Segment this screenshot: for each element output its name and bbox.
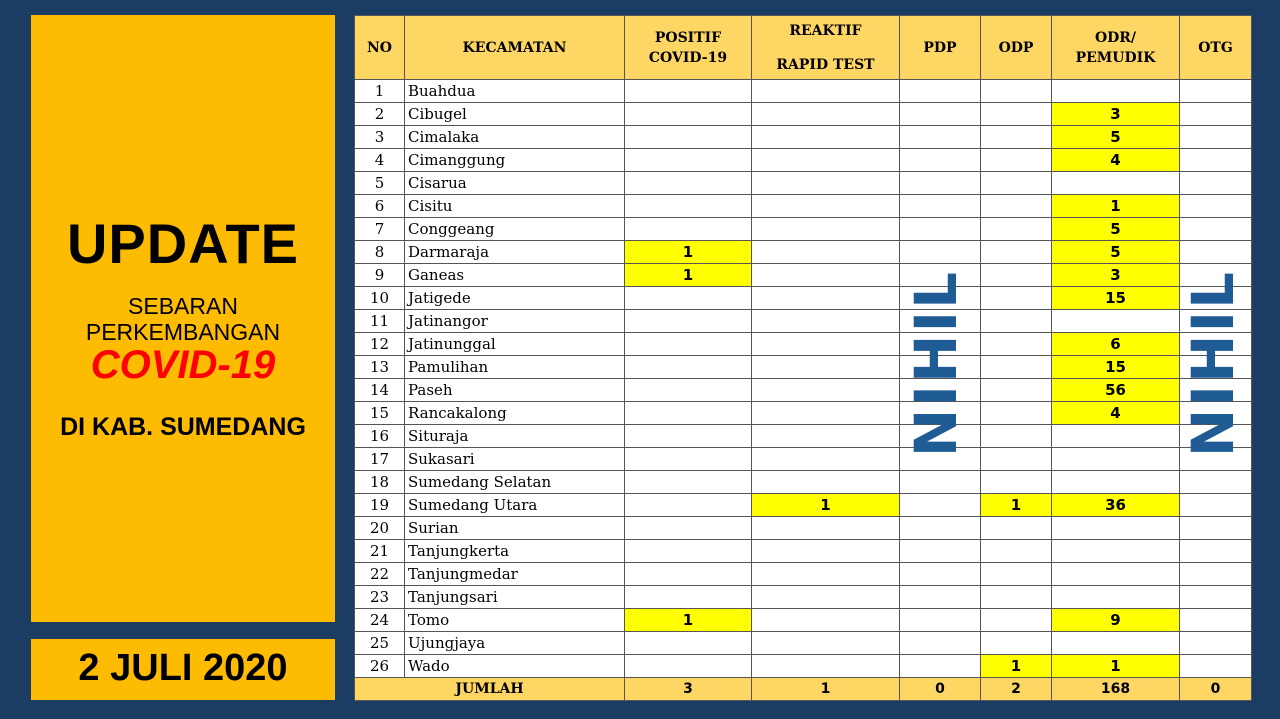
total-label: JUMLAH <box>355 678 625 701</box>
table-row <box>355 586 1252 609</box>
reaktif-cell: 1 <box>752 494 900 517</box>
row-number: 13 <box>355 356 405 379</box>
odp-cell <box>981 379 1052 402</box>
positif-cell <box>625 471 752 494</box>
row-number: 2 <box>355 103 405 126</box>
odp-cell: 1 <box>981 494 1052 517</box>
table-row <box>355 517 1252 540</box>
reaktif-cell <box>752 517 900 540</box>
table-row <box>355 195 1252 218</box>
kecamatan-name: Tomo <box>405 609 625 632</box>
odr-cell: 1 <box>1052 195 1180 218</box>
region-label: DI KAB. SUMEDANG <box>60 413 306 441</box>
pdp-cell <box>900 195 981 218</box>
row-number: 19 <box>355 494 405 517</box>
odr-cell: 1 <box>1052 655 1180 678</box>
odp-cell <box>981 80 1052 103</box>
odp-cell <box>981 195 1052 218</box>
otg-cell <box>1180 80 1252 103</box>
kecamatan-name: Cisarua <box>405 172 625 195</box>
positif-cell <box>625 632 752 655</box>
odp-cell <box>981 310 1052 333</box>
table-row <box>355 218 1252 241</box>
covid-data-table <box>354 15 1251 699</box>
table-row <box>355 103 1252 126</box>
total-positif: 3 <box>625 678 752 701</box>
odp-cell <box>981 264 1052 287</box>
positif-cell <box>625 287 752 310</box>
row-number: 10 <box>355 287 405 310</box>
odp-cell <box>981 333 1052 356</box>
positif-cell <box>625 149 752 172</box>
otg-cell <box>1180 195 1252 218</box>
positif-cell <box>625 310 752 333</box>
header-positif-line-1: POSITIF <box>654 29 722 46</box>
odr-cell <box>1052 586 1180 609</box>
odr-cell: 56 <box>1052 379 1180 402</box>
positif-cell: 1 <box>625 609 752 632</box>
odp-cell: 1 <box>981 655 1052 678</box>
otg-cell <box>1180 563 1252 586</box>
reaktif-cell <box>752 356 900 379</box>
odp-cell <box>981 126 1052 149</box>
table-row <box>355 471 1252 494</box>
kecamatan-name: Ujungjaya <box>405 632 625 655</box>
otg-cell <box>1180 218 1252 241</box>
pdp-cell <box>900 563 981 586</box>
row-number: 25 <box>355 632 405 655</box>
table-row <box>355 172 1252 195</box>
positif-cell <box>625 540 752 563</box>
odp-cell <box>981 632 1052 655</box>
header-pdp: PDP <box>900 16 981 80</box>
pdp-cell <box>900 540 981 563</box>
header-odr <box>1052 16 1180 80</box>
row-number: 1 <box>355 80 405 103</box>
row-number: 3 <box>355 126 405 149</box>
odr-cell: 36 <box>1052 494 1180 517</box>
update-date: 2 JULI 2020 <box>78 647 288 689</box>
otg-cell <box>1180 494 1252 517</box>
table-row <box>355 609 1252 632</box>
total-row <box>355 678 1252 701</box>
header-positif <box>625 16 752 80</box>
reaktif-cell <box>752 333 900 356</box>
table-row <box>355 287 1252 310</box>
positif-cell <box>625 655 752 678</box>
table-header-row <box>355 16 1252 80</box>
table-row <box>355 241 1252 264</box>
subtitle-line-2: PERKEMBANGAN <box>85 319 281 345</box>
otg-cell <box>1180 149 1252 172</box>
positif-cell <box>625 126 752 149</box>
kecamatan-name: Rancakalong <box>405 402 625 425</box>
reaktif-cell <box>752 402 900 425</box>
table-row <box>355 310 1252 333</box>
reaktif-cell <box>752 632 900 655</box>
table-row <box>355 402 1252 425</box>
positif-cell <box>625 494 752 517</box>
odr-cell <box>1052 448 1180 471</box>
header-odp: ODP <box>981 16 1052 80</box>
kecamatan-name: Pamulihan <box>405 356 625 379</box>
reaktif-cell <box>752 425 900 448</box>
odr-cell <box>1052 563 1180 586</box>
reaktif-cell <box>752 448 900 471</box>
kecamatan-name: Ganeas <box>405 264 625 287</box>
reaktif-cell <box>752 264 900 287</box>
odr-cell: 5 <box>1052 218 1180 241</box>
table-row <box>355 356 1252 379</box>
row-number: 7 <box>355 218 405 241</box>
kecamatan-name: Tanjungsari <box>405 586 625 609</box>
pdp-cell <box>900 126 981 149</box>
covid-title: COVID-19 <box>90 343 276 387</box>
header-odr-line-1: ODR/ <box>1094 29 1137 46</box>
positif-cell <box>625 80 752 103</box>
header-otg: OTG <box>1180 16 1252 80</box>
otg-cell <box>1180 586 1252 609</box>
reaktif-cell <box>752 241 900 264</box>
odr-cell <box>1052 471 1180 494</box>
kecamatan-name: Wado <box>405 655 625 678</box>
title-panel <box>31 15 335 622</box>
pdp-cell <box>900 103 981 126</box>
odr-cell <box>1052 517 1180 540</box>
table-row <box>355 264 1252 287</box>
row-number: 24 <box>355 609 405 632</box>
odr-cell: 4 <box>1052 402 1180 425</box>
odp-cell <box>981 218 1052 241</box>
kecamatan-name: Cisitu <box>405 195 625 218</box>
odp-cell <box>981 172 1052 195</box>
odp-cell <box>981 540 1052 563</box>
table-row <box>355 563 1252 586</box>
positif-cell <box>625 379 752 402</box>
odp-cell <box>981 586 1052 609</box>
header-no: NO <box>355 16 405 80</box>
odp-cell <box>981 609 1052 632</box>
positif-cell <box>625 448 752 471</box>
kecamatan-name: Sukasari <box>405 448 625 471</box>
table-row <box>355 655 1252 678</box>
row-number: 12 <box>355 333 405 356</box>
positif-cell <box>625 425 752 448</box>
row-number: 21 <box>355 540 405 563</box>
otg-cell <box>1180 609 1252 632</box>
otg-cell <box>1180 632 1252 655</box>
pdp-cell <box>900 218 981 241</box>
row-number: 4 <box>355 149 405 172</box>
odp-cell <box>981 448 1052 471</box>
row-number: 11 <box>355 310 405 333</box>
otg-nihil-label: NIHIL <box>1179 270 1247 458</box>
table-row <box>355 333 1252 356</box>
positif-cell <box>625 563 752 586</box>
positif-cell <box>625 586 752 609</box>
row-number: 15 <box>355 402 405 425</box>
odr-cell <box>1052 172 1180 195</box>
pdp-cell <box>900 80 981 103</box>
pdp-cell <box>900 241 981 264</box>
odp-cell <box>981 103 1052 126</box>
odr-cell: 3 <box>1052 103 1180 126</box>
positif-cell <box>625 402 752 425</box>
kecamatan-name: Buahdua <box>405 80 625 103</box>
reaktif-cell <box>752 195 900 218</box>
kecamatan-name: Paseh <box>405 379 625 402</box>
positif-cell: 1 <box>625 264 752 287</box>
kecamatan-name: Situraja <box>405 425 625 448</box>
header-kecamatan: KECAMATAN <box>405 16 625 80</box>
otg-cell <box>1180 471 1252 494</box>
row-number: 5 <box>355 172 405 195</box>
odp-cell <box>981 149 1052 172</box>
reaktif-cell <box>752 218 900 241</box>
reaktif-cell <box>752 563 900 586</box>
kecamatan-name: Jatigede <box>405 287 625 310</box>
row-number: 22 <box>355 563 405 586</box>
pdp-cell <box>900 471 981 494</box>
kecamatan-name: Surian <box>405 517 625 540</box>
odp-cell <box>981 356 1052 379</box>
row-number: 8 <box>355 241 405 264</box>
odp-cell <box>981 517 1052 540</box>
odp-cell <box>981 425 1052 448</box>
positif-cell <box>625 517 752 540</box>
otg-cell <box>1180 655 1252 678</box>
pdp-cell <box>900 632 981 655</box>
table-row <box>355 126 1252 149</box>
kecamatan-name: Jatinangor <box>405 310 625 333</box>
pdp-cell <box>900 517 981 540</box>
row-number: 14 <box>355 379 405 402</box>
positif-cell <box>625 218 752 241</box>
odp-cell <box>981 563 1052 586</box>
otg-cell <box>1180 517 1252 540</box>
table-row <box>355 632 1252 655</box>
odr-cell <box>1052 80 1180 103</box>
odr-cell: 6 <box>1052 333 1180 356</box>
total-otg: 0 <box>1180 678 1252 701</box>
table-row <box>355 80 1252 103</box>
odr-cell: 4 <box>1052 149 1180 172</box>
row-number: 18 <box>355 471 405 494</box>
reaktif-cell <box>752 540 900 563</box>
odr-cell: 15 <box>1052 356 1180 379</box>
reaktif-cell <box>752 310 900 333</box>
header-odr-line-2: PEMUDIK <box>1075 49 1156 66</box>
reaktif-cell <box>752 586 900 609</box>
pdp-cell <box>900 494 981 517</box>
row-number: 9 <box>355 264 405 287</box>
kecamatan-name: Sumedang Selatan <box>405 471 625 494</box>
total-odp: 2 <box>981 678 1052 701</box>
odr-cell <box>1052 540 1180 563</box>
odr-cell: 5 <box>1052 241 1180 264</box>
reaktif-cell <box>752 126 900 149</box>
odp-cell <box>981 471 1052 494</box>
positif-cell <box>625 333 752 356</box>
positif-cell <box>625 195 752 218</box>
kecamatan-name: Conggeang <box>405 218 625 241</box>
kecamatan-name: Jatinunggal <box>405 333 625 356</box>
kecamatan-name: Cimalaka <box>405 126 625 149</box>
otg-cell <box>1180 540 1252 563</box>
positif-cell <box>625 356 752 379</box>
row-number: 16 <box>355 425 405 448</box>
positif-cell <box>625 103 752 126</box>
header-reaktif-line-2: RAPID TEST <box>776 56 875 73</box>
table-row <box>355 540 1252 563</box>
table-row <box>355 149 1252 172</box>
otg-cell <box>1180 172 1252 195</box>
reaktif-cell <box>752 103 900 126</box>
reaktif-cell <box>752 609 900 632</box>
pdp-cell <box>900 149 981 172</box>
pdp-cell <box>900 609 981 632</box>
odp-cell <box>981 287 1052 310</box>
update-heading: UPDATE <box>66 212 300 275</box>
reaktif-cell <box>752 471 900 494</box>
table-row <box>355 494 1252 517</box>
odp-cell <box>981 402 1052 425</box>
otg-cell <box>1180 126 1252 149</box>
table-row <box>355 425 1252 448</box>
row-number: 23 <box>355 586 405 609</box>
odr-cell: 5 <box>1052 126 1180 149</box>
odr-cell <box>1052 425 1180 448</box>
kecamatan-name: Cimanggung <box>405 149 625 172</box>
reaktif-cell <box>752 149 900 172</box>
row-number: 17 <box>355 448 405 471</box>
header-reaktif-line-1: REAKTIF <box>789 22 862 39</box>
kecamatan-name: Tanjungkerta <box>405 540 625 563</box>
pdp-cell <box>900 586 981 609</box>
header-positif-line-2: COVID-19 <box>648 49 728 66</box>
total-reaktif: 1 <box>752 678 900 701</box>
reaktif-cell <box>752 172 900 195</box>
table-row <box>355 448 1252 471</box>
header-reaktif <box>752 16 900 80</box>
odr-cell <box>1052 632 1180 655</box>
row-number: 26 <box>355 655 405 678</box>
kecamatan-name: Tanjungmedar <box>405 563 625 586</box>
row-number: 6 <box>355 195 405 218</box>
reaktif-cell <box>752 655 900 678</box>
total-odr: 168 <box>1052 678 1180 701</box>
odr-cell: 15 <box>1052 287 1180 310</box>
otg-cell <box>1180 241 1252 264</box>
pdp-cell <box>900 172 981 195</box>
otg-cell <box>1180 103 1252 126</box>
reaktif-cell <box>752 379 900 402</box>
odp-cell <box>981 241 1052 264</box>
pdp-cell <box>900 655 981 678</box>
reaktif-cell <box>752 80 900 103</box>
odr-cell: 9 <box>1052 609 1180 632</box>
reaktif-cell <box>752 287 900 310</box>
kecamatan-name: Cibugel <box>405 103 625 126</box>
positif-cell: 1 <box>625 241 752 264</box>
subtitle-line-1: SEBARAN <box>128 293 238 319</box>
pdp-nihil-label: NIHIL <box>902 270 970 458</box>
odr-cell: 3 <box>1052 264 1180 287</box>
odr-cell <box>1052 310 1180 333</box>
table-row <box>355 379 1252 402</box>
date-panel <box>31 639 335 700</box>
kecamatan-name: Darmaraja <box>405 241 625 264</box>
total-pdp: 0 <box>900 678 981 701</box>
positif-cell <box>625 172 752 195</box>
row-number: 20 <box>355 517 405 540</box>
kecamatan-name: Sumedang Utara <box>405 494 625 517</box>
